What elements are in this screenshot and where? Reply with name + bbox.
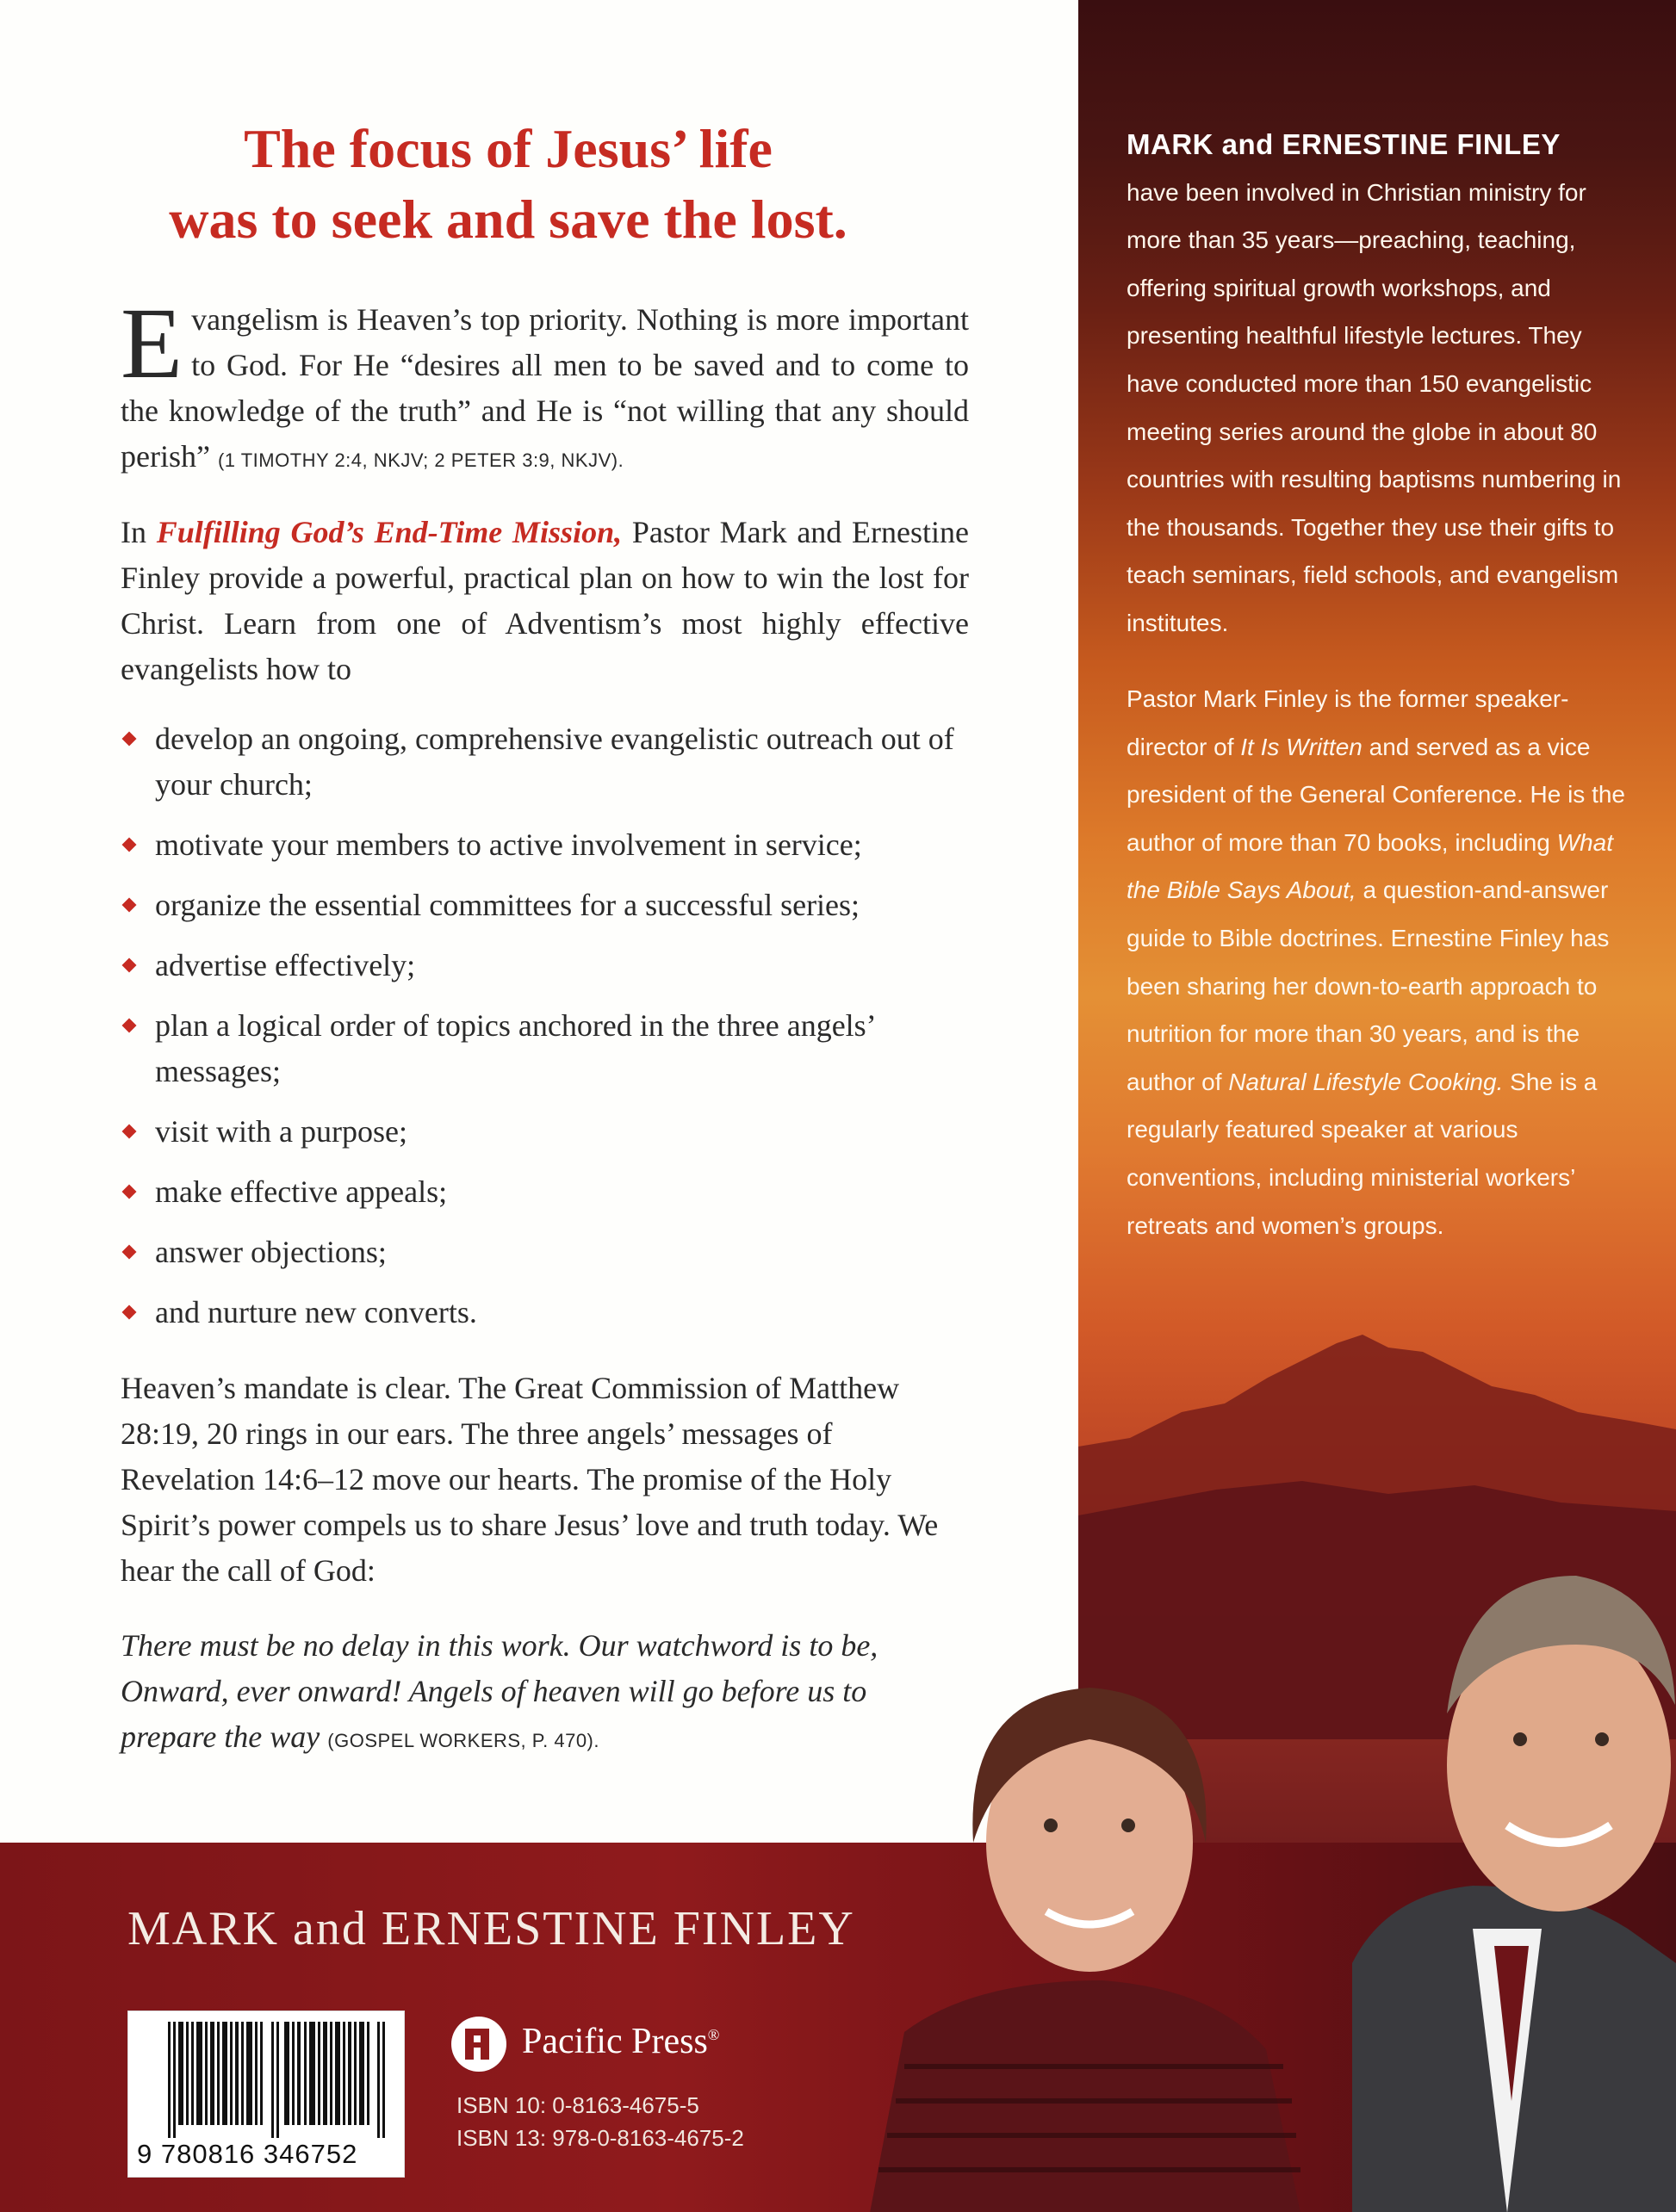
bio-authors-name: MARK and ERNESTINE FINLEY [1127, 128, 1561, 160]
isbn-13: ISBN 13: 978-0-8163-4675-2 [456, 2125, 744, 2151]
diamond-bullet-icon [122, 1125, 137, 1139]
publisher-name: Pacific Press® [522, 2022, 720, 2061]
mandate-paragraph: Heaven’s mandate is clear. The Great Commission of Matthew 28:19, 20 rings in our ears. The three angels’ messages of Revelation 14:6–12 move our hearts. The promise of the Holy Spirit’s power compels us to share Jesus’ love and truth today. We hear the call of God: [121, 1371, 939, 1588]
intro-reference: (1 TIMOTHY 2:4, NKJV; 2 PETER 3:9, NKJV). [217, 449, 624, 471]
bio-paragraph-2: Pastor Mark Finley is the former speaker-director of It Is Written and served as a vice president of the General Conference. He is the author of more than 70 books, including What the Bible Says About, a question-and-answer guide to Bible doctrines. Ernestine Finley has been sharing her down-to-earth approach to nutrition for more than 30 years, and is the author of Natural Lifestyle Cooking. She is a regularly featured speaker at various conventions, including ministerial workers’ retreats and women’s groups. [1127, 685, 1626, 1239]
intro-paragraph [121, 287, 969, 483]
list-item: motivate your members to active involvement in service; [121, 822, 990, 868]
headline [121, 114, 896, 255]
intro-text: vangelism is Heaven’s top priority. Nothing is more important to God. For He “desires all men to be saved and to come to the knowledge of the truth” and He is “not willing that any should perish” [121, 302, 969, 474]
list-item: plan a logical order of topics anchored in the three angels’ messages; [121, 1003, 990, 1094]
book-title: Fulfilling God’s End-Time Mission, [156, 515, 623, 549]
barcode-bars-icon [168, 2022, 385, 2138]
headline-line-2: was to seek and save the lost. [169, 189, 847, 250]
show-title: It Is Written [1240, 733, 1363, 760]
footer-authors: MARK and ERNESTINE FINLEY [127, 1902, 855, 1955]
book-paragraph [121, 510, 969, 692]
list-item: answer objections; [121, 1230, 990, 1275]
list-item: advertise effectively; [121, 943, 990, 988]
diamond-bullet-icon [122, 1305, 137, 1320]
drop-cap: E [121, 287, 183, 400]
list-item: organize the essential committees for a successful series; [121, 883, 990, 928]
book-text: Pastor Mark and Ernestine Finley provide a powerful, practical plan on how to win the lost for Christ. Learn from one of Adventism’s most highly effective evangelists how to [121, 515, 969, 686]
list-item: make effective appeals; [121, 1169, 990, 1215]
bio-text-1: have been involved in Christian ministry for more than 35 years—preaching, teaching, offering spiritual growth workshops, and presenting healthful lifestyle lectures. They have conducted more than 150 evangelistic meeting series around the globe in about 80 countries with resulting baptisms numbering in the thousands. Together they use their gifts to teach seminars, field schools, and evangelism institutes. [1127, 178, 1622, 636]
book-prefix: In [121, 515, 146, 549]
quote-reference: (GOSPEL WORKERS, P. 470). [327, 1730, 599, 1751]
list-item: and nurture new converts. [121, 1290, 990, 1335]
diamond-bullet-icon [122, 838, 137, 852]
diamond-bullet-icon [122, 898, 137, 913]
authors-photo [870, 1481, 1676, 2212]
bullet-list [121, 716, 990, 1350]
bio-paragraph-1 [1127, 121, 1628, 647]
list-item: visit with a purpose; [121, 1109, 990, 1155]
quote-text: There must be no delay in this work. Our watchword is to be, Onward, ever onward! Angels of heaven will go before us to prepare the way [121, 1628, 878, 1754]
headline-line-1: The focus of Jesus’ life [244, 118, 773, 179]
diamond-bullet-icon [122, 1019, 137, 1033]
diamond-bullet-icon [122, 1185, 137, 1199]
isbn-10: ISBN 10: 0-8163-4675-5 [456, 2092, 699, 2118]
book-title-bible: What the Bible Says About, [1127, 828, 1614, 904]
quote-paragraph [121, 1623, 969, 1763]
list-item: develop an ongoing, comprehensive evangelistic outreach out of your church; [121, 716, 990, 808]
diamond-bullet-icon [122, 958, 137, 973]
registered-mark: ® [707, 2026, 720, 2043]
pacific-press-logo-icon [450, 2015, 508, 2073]
diamond-bullet-icon [122, 1245, 137, 1260]
barcode [127, 2011, 405, 2178]
barcode-digits: 9 780816 346752 [137, 2139, 358, 2169]
diamond-bullet-icon [122, 732, 137, 747]
book-title-cooking: Natural Lifestyle Cooking. [1228, 1068, 1504, 1095]
